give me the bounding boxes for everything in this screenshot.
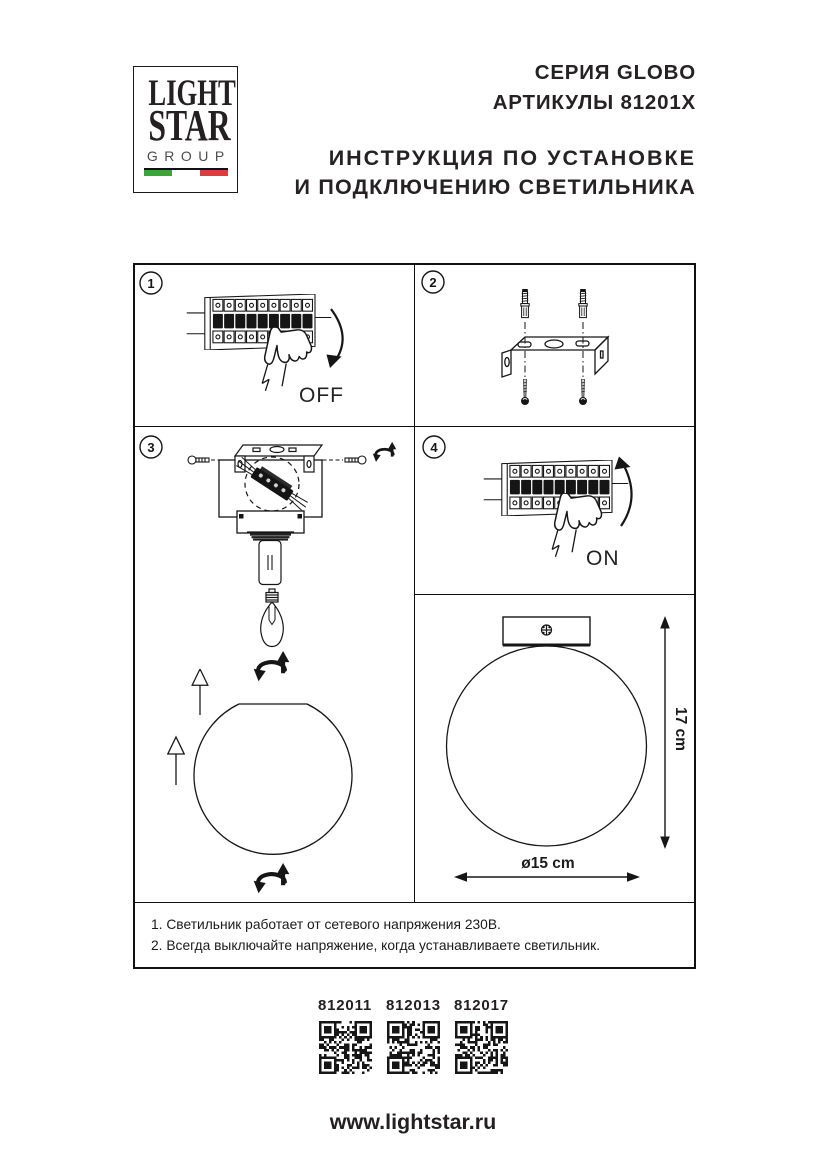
- terminal-block: [234, 454, 311, 512]
- candle-bulb-icon: [261, 589, 284, 647]
- safety-notes: [135, 902, 694, 966]
- up-arrow-icon: [192, 669, 208, 715]
- step-number: 2: [429, 275, 437, 290]
- wall-anchor-icon: [579, 289, 587, 318]
- qr-item: [386, 997, 440, 1074]
- qr-code-image: [387, 1021, 440, 1074]
- down-arrow-head: [327, 355, 342, 369]
- lamp-socket: [259, 541, 281, 585]
- on-label: ON: [586, 547, 620, 570]
- diameter-dimension-label: ø15 cm: [521, 855, 575, 872]
- glass-sphere: [447, 646, 647, 846]
- article-number: 812011: [318, 997, 373, 1014]
- article-number: 812013: [386, 997, 441, 1014]
- breaker-on-illustration: [415, 427, 692, 593]
- instruction-title-line2: И ПОДКЛЮЧЕНИЮ СВЕТИЛЬНИКА: [294, 175, 696, 199]
- article-qr-codes: [0, 997, 826, 1074]
- off-label: OFF: [299, 384, 344, 407]
- breaker-off-illustration: [135, 265, 413, 425]
- italian-flag-stripe: [144, 168, 228, 176]
- glass-sphere: [194, 704, 352, 854]
- logo-word-star: STAR: [148, 101, 231, 150]
- step-number: 4: [430, 440, 438, 455]
- down-arrow-curve: [331, 309, 343, 361]
- screw-icon: [579, 379, 587, 405]
- wall-anchor-icon: [521, 289, 529, 318]
- up-arrow-head: [615, 457, 631, 470]
- up-arrow-icon: [168, 737, 184, 785]
- diameter-dimension: [454, 872, 640, 882]
- articles-title: АРТИКУЛЫ 81201X: [492, 91, 696, 114]
- canopy: [237, 511, 304, 533]
- screw-icon: [521, 379, 529, 405]
- qr-code-image: [319, 1021, 372, 1074]
- step-3-panel: [135, 427, 415, 902]
- qr-code-image: [455, 1021, 508, 1074]
- rotate-arrow-icon: [254, 651, 290, 681]
- ceiling-mount: [503, 617, 590, 645]
- circuit-breaker-icon: [484, 460, 629, 516]
- step-number: 3: [147, 440, 155, 455]
- mounting-bracket-illustration: [415, 265, 692, 425]
- note-line-2: 2. Всегда выключайте напряжение, когда устанавливаете светильник.: [151, 938, 601, 953]
- rotate-arrow-icon: [254, 863, 290, 893]
- instruction-title-line1: ИНСТРУКЦИЯ ПО УСТАНОВКЕ: [328, 146, 696, 170]
- instruction-grid: [133, 263, 696, 969]
- article-number: 812017: [454, 997, 509, 1014]
- dimensions-panel: [415, 595, 694, 902]
- qr-item: [454, 997, 508, 1074]
- qr-item: [318, 997, 372, 1074]
- step-number: 1: [147, 276, 155, 291]
- logo-word-group: GROUP: [146, 148, 231, 164]
- step-4-panel: [415, 427, 694, 595]
- lightstar-logo: [133, 66, 238, 193]
- logo-word-light: LIGHT: [148, 73, 236, 114]
- up-arrow-curve: [621, 464, 632, 526]
- rotate-arrow-icon: [373, 442, 396, 462]
- pointing-hand-icon: [262, 327, 311, 391]
- height-dimension: [660, 616, 670, 849]
- step-1-panel: [135, 265, 415, 427]
- note-line-1: 1. Светильник работает от сетевого напряжения 230В.: [151, 917, 501, 932]
- bracket-drawing: [502, 337, 608, 377]
- website-url: www.lightstar.ru: [329, 1110, 497, 1134]
- series-title: СЕРИЯ GLOBO: [534, 61, 696, 84]
- assembly-illustration: [135, 427, 413, 900]
- height-dimension-label: 17 cm: [672, 707, 689, 751]
- step-2-panel: [415, 265, 694, 427]
